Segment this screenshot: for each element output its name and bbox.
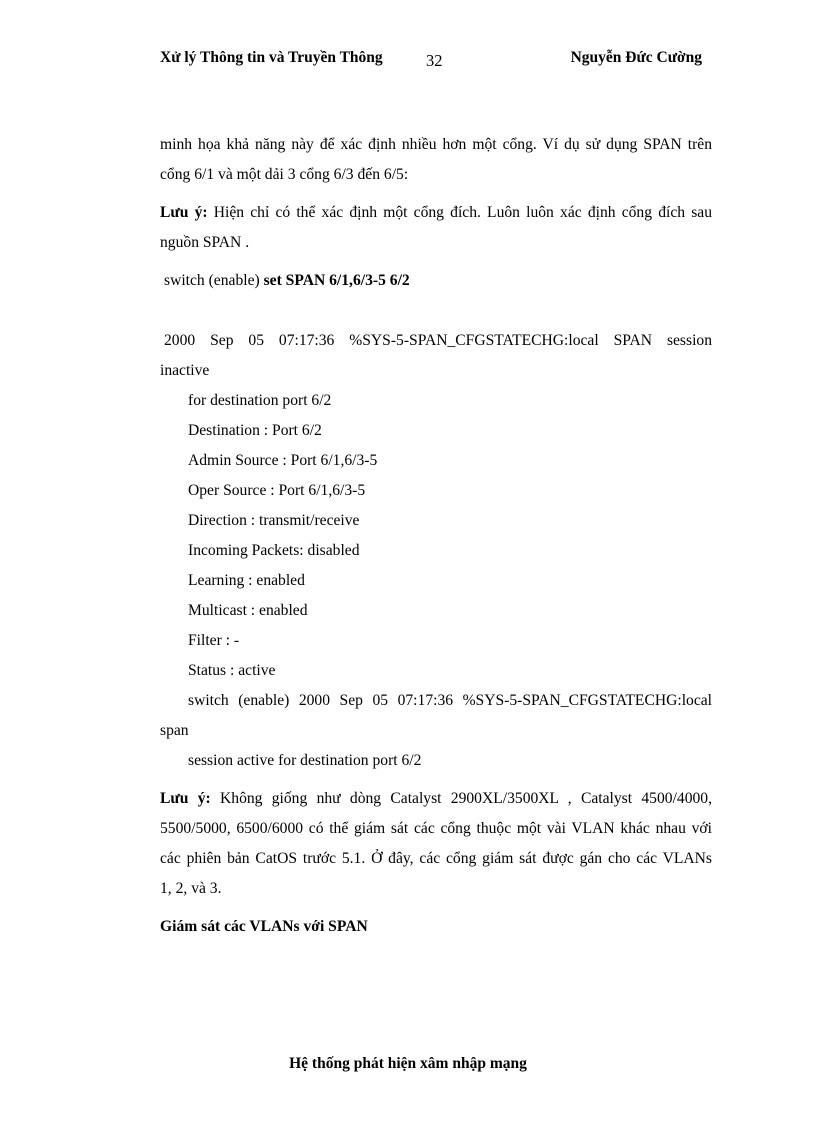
intro-line-2: cổng 6/1 và một dải 3 cổng 6/3 đến 6/5: bbox=[160, 166, 409, 183]
intro-line-1: minh họa khả năng này để xác định nhiều hơn một cổng. Ví dụ sử dụng SPAN trên bbox=[160, 136, 712, 153]
section-heading-text: Giám sát các VLANs với SPAN bbox=[160, 918, 368, 935]
log-item: for destination port 6/2 bbox=[188, 392, 332, 409]
log-item: Learning : enabled bbox=[188, 572, 305, 589]
log-line-1b: inactive bbox=[160, 362, 210, 379]
log-details bbox=[160, 386, 712, 686]
log-item: Status : active bbox=[188, 662, 276, 679]
log-session-line: session active for destination port 6/2 bbox=[188, 752, 422, 769]
note-2-line-2: 5500/5000, 6500/6000 có thể giám sát các cổng thuộc một vài VLAN khác nhau với bbox=[160, 820, 712, 837]
header-author: Nguyễn Đức Cường bbox=[570, 49, 702, 66]
note-2-line-4: 1, 2, và 3. bbox=[160, 880, 222, 897]
note-1 bbox=[160, 198, 712, 228]
section-heading bbox=[160, 912, 712, 942]
log-item: Incoming Packets: disabled bbox=[188, 542, 360, 559]
page-number: 32 bbox=[426, 51, 443, 70]
note-2-label: Lưu ý: bbox=[160, 790, 211, 807]
page-footer bbox=[0, 1055, 816, 1073]
note-1-label: Lưu ý: bbox=[160, 204, 208, 221]
note-2 bbox=[160, 784, 712, 814]
log-item: Direction : transmit/receive bbox=[188, 512, 360, 529]
page-header bbox=[160, 47, 712, 71]
header-course-title: Xử lý Thông tin và Truyền Thông bbox=[160, 49, 383, 66]
log-item: Destination : Port 6/2 bbox=[188, 422, 322, 439]
footer-title: Hệ thống phát hiện xâm nhập mạng bbox=[289, 1055, 527, 1072]
page-body bbox=[160, 130, 712, 942]
note-2-line-3: các phiên bản CatOS trước 5.1. Ở đây, các cổng giám sát được gán cho các VLANs bbox=[160, 850, 712, 867]
log-item: Admin Source : Port 6/1,6/3-5 bbox=[188, 452, 378, 469]
log-line-1: 2000 Sep 05 07:17:36 %SYS-5-SPAN_CFGSTATECHG:local SPAN session bbox=[164, 332, 712, 349]
log-switch-line: switch (enable) 2000 Sep 05 07:17:36 %SYS-5-SPAN_CFGSTATECHG:local bbox=[188, 692, 712, 709]
note-1-line-2: nguồn SPAN . bbox=[160, 234, 250, 251]
command-line bbox=[160, 266, 712, 296]
log-item: Multicast : enabled bbox=[188, 602, 308, 619]
log-switch-line-b: span bbox=[160, 722, 189, 739]
command-prefix: switch (enable) bbox=[164, 272, 264, 289]
log-item: Oper Source : Port 6/1,6/3-5 bbox=[188, 482, 366, 499]
note-1-text: Hiện chỉ có thể xác định một cổng đích. Luôn luôn xác định cổng đích sau bbox=[207, 204, 712, 221]
command-text: set SPAN 6/1,6/3-5 6/2 bbox=[263, 272, 410, 289]
note-2-text: Không giống như dòng Catalyst 2900XL/3500XL , Catalyst 4500/4000, bbox=[210, 790, 712, 807]
log-item: Filter : - bbox=[188, 632, 240, 649]
